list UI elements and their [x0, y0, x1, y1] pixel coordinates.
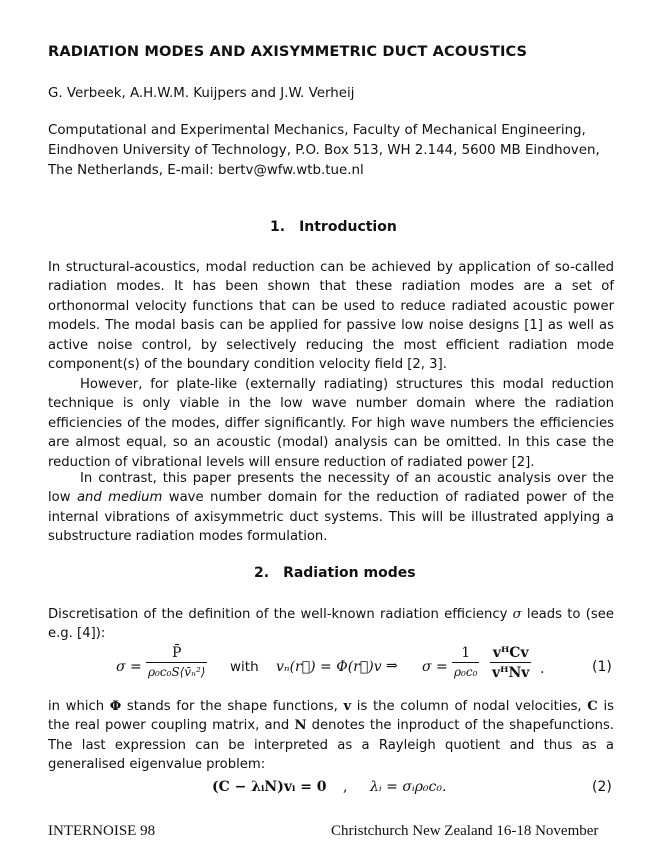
- section-number: 1.: [270, 219, 286, 235]
- radiation-paragraph-2: [48, 697, 614, 775]
- affiliation-line: The Netherlands, E-mail: bertv@wfw.wtb.tue.nl: [48, 163, 364, 178]
- eq2-separator: ,: [343, 779, 348, 795]
- equation-number: (2): [592, 779, 612, 795]
- eq1-denominator: ρ₀c₀: [454, 665, 478, 679]
- equation-number: (1): [592, 659, 612, 675]
- text-run: is the column of nodal velocities,: [351, 699, 588, 714]
- radiation-paragraph-1: [48, 605, 614, 644]
- text-run: In contrast, this paper presents the necessity of an acoustic analysis over the low: [48, 471, 614, 506]
- section-title: Radiation modes: [283, 565, 416, 581]
- emphasis-text: and medium: [76, 490, 163, 506]
- section-number: 2.: [254, 565, 270, 581]
- eq1-fraction-scale: [452, 645, 479, 679]
- affiliation-line: Eindhoven University of Technology, P.O. Box 513, WH 2.144, 5600 MB Eindhoven,: [48, 143, 600, 158]
- eq1-rayleigh-quotient: [490, 645, 531, 681]
- text-run: leads to (see e.g. [4]):: [48, 607, 614, 642]
- eq1-period: .: [540, 661, 545, 677]
- section-title: Introduction: [299, 219, 397, 235]
- eq2-eigenproblem: (C − λᵢN)vᵢ = 0: [212, 779, 327, 795]
- footer-location: Christchurch New Zealand 16-18 November: [331, 823, 599, 839]
- equation-2: [212, 779, 616, 801]
- phi-symbol: Φ: [109, 699, 122, 714]
- eq1-velocity-definition: vₙ(r⃗) = Φ(r⃗)v: [276, 659, 382, 675]
- eq1-fraction-power: [146, 645, 207, 679]
- intro-paragraph-1: In structural-acoustics, modal reduction can be achieved by application of so-called radiation modes. It has been shown that these radiation modes are a set of orthonormal velocity functions that can be used to reduce radiated acoustic power models. The modal basis can be applied for passive low noise designs [1] as well as active noise control, by selectively reducing the most efficient radiation mode component(s) of the boundary condition velocity field [2, 3].: [48, 260, 614, 373]
- intro-paragraph-2: However, for plate-like (externally radiating) structures this modal reduction technique is only viable in the low wave number domain where the radiation efficiencies of the modes, differ significantly. For high wave numbers the efficiencies are almost equal, so an acoustic (modal) analysis can be omitted. In this case the reduction of vibrational levels will ensure reduction of radiated power [2].: [48, 377, 614, 470]
- eq1-numerator: vᴴCv: [490, 645, 531, 663]
- footer-conference: INTERNOISE 98: [48, 823, 156, 839]
- equation-1: [116, 643, 616, 697]
- intro-paragraph-3: [48, 469, 614, 547]
- eq2-eigenvalue: λᵢ = σᵢρ₀c₀.: [370, 779, 447, 795]
- text-run: denotes the inproduct of the shapefunctions. The last expression can be interpreted as a Rayleigh quotient and thus as a generalised eigenvalue problem:: [48, 718, 615, 773]
- n-symbol: N: [294, 718, 307, 734]
- eq1-lhs2: σ =: [422, 659, 448, 675]
- eq1-denominator: vᴴNv: [492, 665, 530, 681]
- text-run: wave number domain for the reduction of radiated power of the internal vibrations of axisymmetric duct systems. This will be illustrated applying a substructure radiation modes formulation.: [48, 490, 614, 545]
- author-list: G. Verbeek, A.H.W.M. Kuijpers and J.W. Verheij: [48, 86, 355, 101]
- text-run: Discretisation of the definition of the well-known radiation efficiency: [48, 607, 513, 622]
- section-heading-introduction: [270, 219, 397, 235]
- eq1-with: with: [230, 659, 259, 675]
- eq1-numerator: P̄: [146, 645, 207, 663]
- affiliation-line: Computational and Experimental Mechanics, Faculty of Mechanical Engineering,: [48, 123, 586, 138]
- text-run: is the real power coupling matrix, and: [48, 699, 614, 734]
- text-run: in which: [48, 699, 110, 714]
- eq1-denominator: ρ₀c₀S⟨v̄ₙ²⟩: [148, 665, 206, 679]
- eq1-lhs: σ =: [116, 659, 142, 675]
- sigma-symbol: σ: [512, 607, 522, 622]
- text-run: stands for the shape functions,: [121, 699, 344, 714]
- eq1-numerator: 1: [452, 645, 479, 663]
- v-symbol: v: [343, 699, 352, 714]
- affiliation: [48, 121, 618, 181]
- paper-title: RADIATION MODES AND AXISYMMETRIC DUCT ACOUSTICS: [48, 43, 528, 60]
- eq1-implies: ⇒: [386, 658, 398, 674]
- c-symbol: C: [587, 699, 598, 714]
- section-heading-radiation-modes: [254, 565, 416, 581]
